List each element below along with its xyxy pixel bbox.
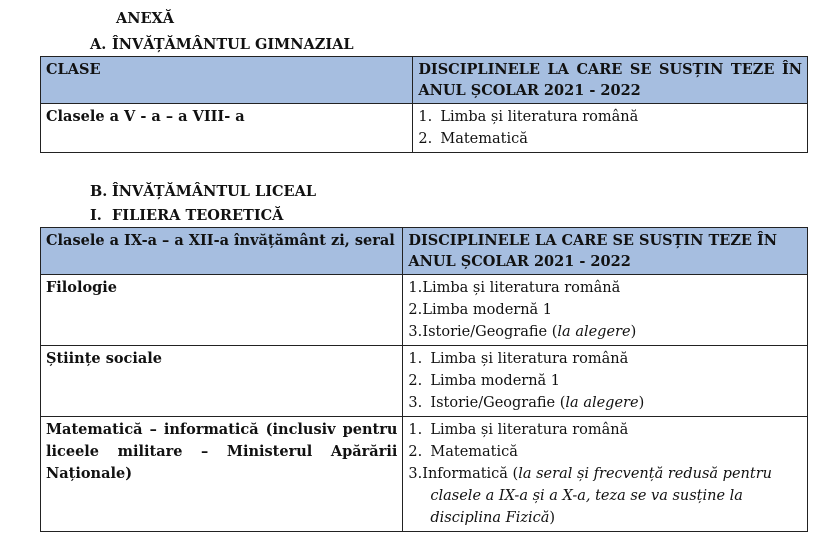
subject-note: la seral și frecvență redusă pentru clasele a IX-a și a X-a, teza se va susține la disciplina Fizică: [430, 466, 772, 526]
subjects-cell: [403, 275, 808, 346]
subject-text: Limba și literatura română: [430, 422, 629, 438]
subject-number: 2.: [408, 373, 423, 389]
subject-item: 3. Istorie/Geografie (la alegere): [408, 392, 802, 414]
subject-item: [408, 299, 802, 321]
subject-text: Informatică: [422, 466, 508, 482]
section-i-heading: [90, 207, 283, 224]
class-line: Matematică – informatică (inclusiv pentru: [46, 421, 398, 438]
subject-item: [418, 106, 802, 128]
section-b-title: ÎNVĂȚĂMÂNTUL LICEAL: [112, 183, 317, 200]
subject-note: la alegere: [557, 324, 631, 340]
section-b-number: B.: [90, 183, 108, 200]
section-a-heading: [90, 36, 354, 53]
subject-item: 3.Istorie/Geografie (la alegere): [408, 321, 802, 343]
subjects-cell: [403, 346, 808, 417]
class-line: liceele militare – Ministerul Apărării: [46, 443, 398, 460]
subject-text: Matematică: [430, 444, 518, 460]
class-cell: Științe sociale: [41, 346, 403, 417]
subject-text: Limba și literatura română: [440, 109, 639, 125]
subject-text: Istorie/Geografie: [422, 324, 548, 340]
table-row: [41, 346, 808, 417]
class-cell: Clasele a V - a – a VIII- a: [41, 104, 413, 153]
table-header-row: [41, 57, 808, 104]
subject-text: Limba și literatura română: [422, 280, 621, 296]
table-header-row: [41, 228, 808, 275]
subject-text: Limba modernă 1: [430, 373, 561, 389]
subject-item: [408, 441, 802, 463]
section-b-heading: [90, 183, 316, 200]
subject-number: 1.: [418, 109, 433, 125]
subject-number: 1.: [408, 351, 423, 367]
class-cell: Filologie: [41, 275, 403, 346]
subject-number: 3.: [408, 395, 423, 411]
subject-text: Limba și literatura română: [430, 351, 629, 367]
header-cell-discipline: [403, 228, 808, 275]
subject-number: 3.: [408, 466, 423, 482]
subject-note: la alegere: [565, 395, 639, 411]
subjects-cell: [403, 417, 808, 532]
header-discipline-text: DISCIPLINELE LA CARE SE SUSȚIN TEZE ÎN ANUL ȘCOLAR 2021 - 2022: [408, 232, 778, 270]
subject-number: 2.: [408, 444, 423, 460]
subject-item: [408, 419, 802, 441]
class-cell: [41, 417, 403, 532]
subject-number: 1.: [408, 280, 423, 296]
table-liceal: [40, 227, 808, 532]
section-i-number: I.: [90, 207, 102, 224]
annex-title: ANEXĂ: [116, 10, 175, 27]
subjects-cell: [413, 104, 808, 153]
subject-item: [408, 348, 802, 370]
subject-number: 2.: [408, 302, 423, 318]
subject-text: Limba modernă 1: [422, 302, 553, 318]
table-gimnazial: [40, 56, 808, 153]
header-discipline-text: DISCIPLINELE LA CARE SE SUSȚIN TEZE ÎN ANUL ȘCOLAR 2021 - 2022: [418, 61, 802, 99]
table-row: [41, 275, 808, 346]
section-i-title: FILIERA TEORETICĂ: [112, 207, 284, 224]
subject-number: 1.: [408, 422, 423, 438]
header-cell-clase: CLASE: [41, 57, 413, 104]
subject-item: 3.Informatică (la seral și frecvență redusă pentru clasele a IX-a și a X-a, teza se va susține la disciplina Fizică): [408, 466, 772, 526]
subject-text: Matematică: [440, 131, 528, 147]
section-a-number: A.: [90, 36, 107, 53]
subject-text: Istorie/Geografie: [430, 395, 556, 411]
subject-item: [418, 128, 802, 150]
class-line: Naționale): [46, 465, 133, 482]
header-cell-clase: Clasele a IX-a – a XII-a învățământ zi, seral: [41, 228, 403, 275]
subject-number: 3.: [408, 324, 423, 340]
subject-number: 2.: [418, 131, 433, 147]
subject-item: [408, 370, 802, 392]
header-cell-discipline: [413, 57, 808, 104]
table-row: [41, 417, 808, 532]
section-a-title: ÎNVĂȚĂMÂNTUL GIMNAZIAL: [112, 36, 354, 53]
subject-item: [408, 277, 802, 299]
table-row: [41, 104, 808, 153]
